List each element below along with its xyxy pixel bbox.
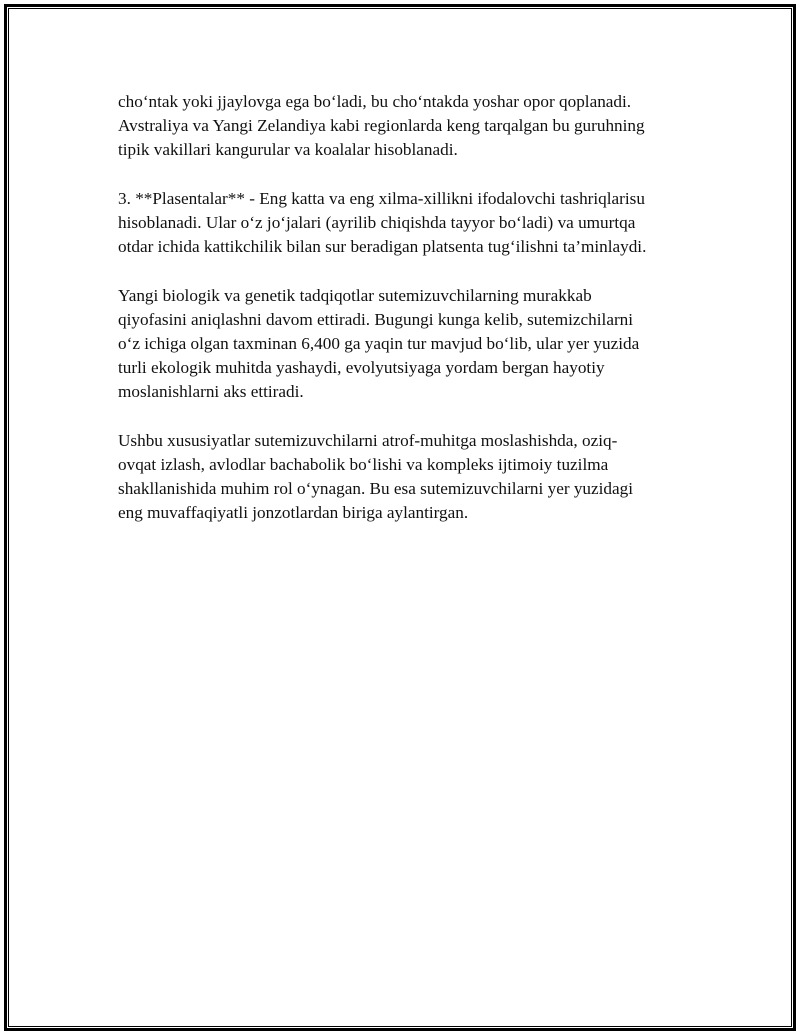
paragraph-marsupials xyxy=(118,90,698,163)
text-line: qiyofasini aniqlashni davom ettiradi. Bugungi kunga kelib, sutemizchilarni xyxy=(118,309,634,329)
text-line: tipik vakillari kangurular va koalalar hisoblanadi. xyxy=(118,140,458,160)
paragraph-research xyxy=(118,284,698,405)
text-line: otdar ichida kattikchilik bilan sur beradigan platsenta tug‘ilishni ta’minlaydi. xyxy=(118,237,647,257)
paragraph-conclusion xyxy=(118,429,698,526)
paragraph-placentals xyxy=(118,187,698,260)
text-line: shakllanishida muhim rol o‘ynagan. Bu esa sutemizuvchilarni yer yuzidagi xyxy=(118,479,634,499)
text-line: o‘z ichiga olgan taxminan 6,400 ga yaqin tur mavjud bo‘lib, ular yer yuzida xyxy=(118,334,640,353)
text-line: cho‘ntak yoki jjaylovga ega bo‘ladi, bu cho‘ntakda yoshar opor qoplanadi. xyxy=(118,92,632,111)
text-line: Avstraliya va Yangi Zelandiya kabi regionlarda keng tarqalgan bu guruhning xyxy=(118,116,645,136)
text-line: hisoblanadi. Ular o‘z jo‘jalari (ayrilib chiqishda tayyor bo‘ladi) va umurtqa xyxy=(118,213,636,232)
text-line: Ushbu xususiyatlar sutemizuvchilarni atrof-muhitga moslashishda, oziq- xyxy=(118,430,618,450)
text-line: turli ekologik muhitda yashaydi, evolyutsiyaga yordam bergan hayotiy xyxy=(118,358,605,378)
text-line: eng muvaffaqiyatli jonzotlardan biriga aylantirgan. xyxy=(118,503,469,523)
text-line: Yangi biologik va genetik tadqiqotlar sutemizuvchilarning murakkab xyxy=(118,285,592,305)
text-line: moslanishlarni aks ettiradi. xyxy=(118,382,304,402)
text-line: 3. **Plasentalar** - Eng katta va eng xilma-xillikni ifodalovchi tashriqlarisu xyxy=(118,188,645,208)
text-line: ovqat izlash, avlodlar bachabolik bo‘lishi va kompleks ijtimoiy tuzilma xyxy=(118,455,609,474)
document-body xyxy=(118,90,698,550)
